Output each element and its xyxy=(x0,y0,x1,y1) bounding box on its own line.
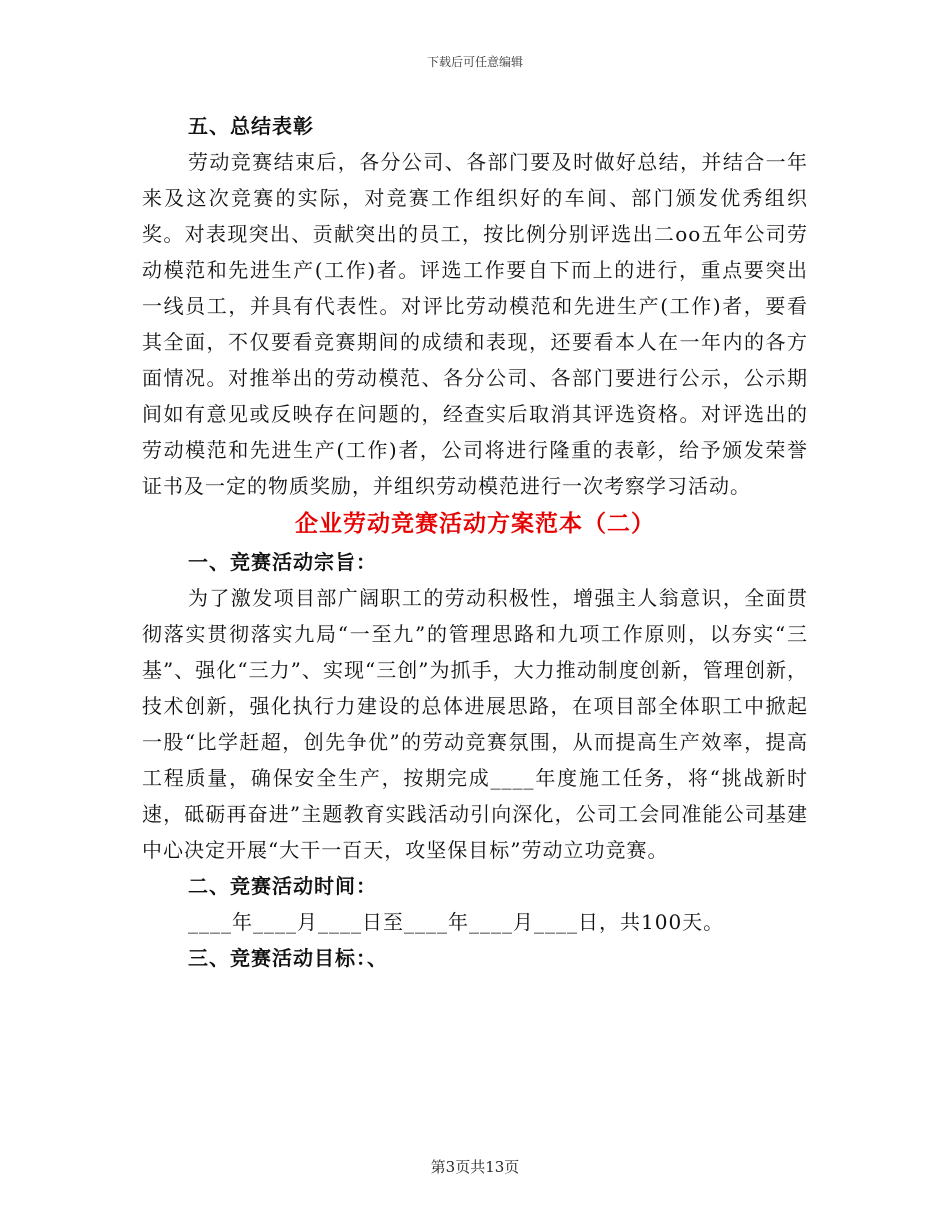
page-header-note: 下载后可任意编辑 xyxy=(426,55,523,69)
section3-heading: 三、竞赛活动目标：、 xyxy=(188,946,388,970)
section5-heading: 五、总结表彰 xyxy=(188,114,314,138)
section1-paragraph: 为了激发项目部广阔职工的劳动积极性，增强主人翁意识，全面贯彻落实贯彻落实九局“一至九”的管理思路和九项工作原则，以夯实“三基”、强化“三力”、实现“三创”为抓手，大力推动制度创新，管理创新，技术创新，强化执行力建设的总体进展思路，在项目部全体职工中掀起一股“比学赶超，创先争优”的劳动竞赛氛围，从而提高生产效率，提高工程质量，确保安全生产，按期完成____年度施工任务，将“挑战新时速，砥砺再奋进”主题教育实践活动引向深化，公司工会同准能公司基建中心决定开展“大干一百天，攻坚保目标”劳动立功竞赛。 xyxy=(142,586,808,862)
section2-paragraph: ____年____月____日至____年____月____日，共100天。 xyxy=(188,910,725,934)
section5-paragraph: 劳动竞赛结束后，各分公司、各部门要及时做好总结，并结合一年来及这次竞赛的实际，对竞赛工作组织好的车间、部门颁发优秀组织奖。对表现突出、贡献突出的员工，按比例分别评选出二oo五年公司劳动模范和先进生产(工作)者。评选工作要自下而上的进行，重点要突出一线员工，并具有代表性。对评比劳动模范和先进生产(工作)者，要看其全面，不仅要看竞赛期间的成绩和表现，还要看本人在一年内的各方面情况。对推举出的劳动模范、各分公司、各部门要进行公示，公示期间如有意见或反映存在问题的，经查实后取消其评选资格。对评选出的劳动模范和先进生产(工作)者，公司将进行隆重的表彰，给予颁发荣誉证书及一定的物质奖励，并组织劳动模范进行一次考察学习活动。 xyxy=(142,150,808,498)
section2-heading: 二、竞赛活动时间： xyxy=(188,874,377,898)
document-title: 企业劳动竞赛活动方案范本（二） xyxy=(295,511,655,537)
document-body xyxy=(142,108,808,976)
page-number: 第3页共13页 xyxy=(430,1158,520,1176)
section1-heading: 一、竞赛活动宗旨： xyxy=(188,550,377,574)
